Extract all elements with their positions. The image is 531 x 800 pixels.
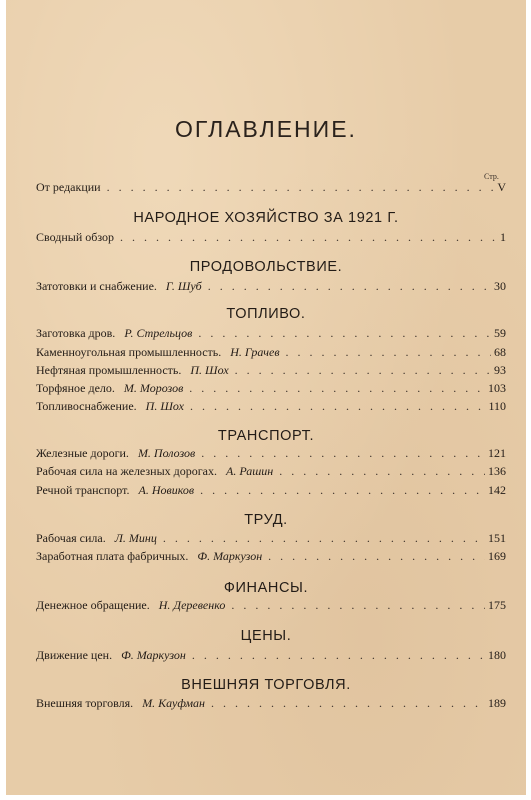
toc-entry-front (36, 180, 506, 198)
entry-author: П. Шох (190, 363, 229, 377)
entry-title: Заработная плата фабричных. (36, 549, 189, 563)
leader-dots (201, 446, 485, 461)
entry-page-number: 180 (488, 648, 506, 662)
section-heading: ЦЕНЫ. (240, 628, 292, 644)
toc-entry (36, 230, 506, 248)
entry-page-number: 1 (500, 230, 506, 244)
entry-page-number: 110 (488, 399, 506, 413)
entry-page-number: 151 (488, 531, 506, 545)
entry-page-number: 30 (494, 279, 506, 293)
leader-dots (231, 598, 485, 613)
toc-entry (36, 399, 506, 417)
entry-author: А. Новиков (138, 483, 195, 497)
section-heading: ПРОДОВОЛЬСТВИЕ. (189, 259, 343, 275)
entry-author: Н. Деревенко (158, 598, 226, 612)
leader-dots (235, 363, 491, 378)
leader-dots (200, 483, 485, 498)
entry-author: Ф. Маркузон (197, 549, 263, 563)
entry-title: Торфяное дело. (36, 381, 115, 395)
entry-page-number: 103 (488, 381, 506, 395)
leader-dots (198, 326, 491, 341)
entry-title: От редакции (36, 180, 101, 194)
entry-author: А. Рашин (225, 464, 274, 478)
entry-title: Движение цен. (36, 648, 113, 662)
toc-entry (36, 696, 506, 714)
toc-entry (36, 345, 506, 363)
entry-page-number: 93 (494, 363, 506, 377)
page-column-label: Стр. (484, 172, 499, 181)
section-heading: ТРУД. (244, 512, 288, 528)
toc-entry (36, 363, 506, 381)
leader-dots (279, 464, 485, 479)
entry-author: П. Шох (145, 399, 184, 413)
entry-page-number: 169 (488, 549, 506, 563)
leader-dots (107, 180, 495, 195)
entry-page-number: 175 (488, 598, 506, 612)
leader-dots (189, 381, 485, 396)
entry-title: Речной транспорт. (36, 483, 130, 497)
leader-dots (208, 279, 491, 294)
section-heading: ТРАНСПОРТ. (217, 428, 315, 444)
entry-page-number: 121 (488, 446, 506, 460)
leader-dots (190, 399, 486, 414)
entry-title: Денежное обращение. (36, 598, 150, 612)
leader-dots (211, 696, 485, 711)
toc-entry (36, 483, 506, 501)
entry-page-number: 59 (494, 326, 506, 340)
toc-entry (36, 326, 506, 344)
leader-dots (120, 230, 497, 245)
entry-author: М. Полозов (137, 446, 196, 460)
entry-author: Ф. Маркузон (121, 648, 186, 662)
toc-entry (36, 464, 506, 482)
entry-author: Л. Минц (114, 531, 157, 545)
entry-author: Н. Грачев (230, 345, 280, 359)
entry-page-number: V (497, 180, 506, 194)
section-heading: ТОПЛИВО. (226, 306, 306, 322)
page-title: ОГЛАВЛЕНИЕ. (175, 116, 357, 142)
toc-entry (36, 531, 506, 549)
entry-title: Железные дороги. (36, 446, 129, 460)
entry-title: Внешняя торговля. (36, 696, 134, 710)
entry-title: Затотовки и снабжение. (36, 279, 157, 293)
entry-page-number: 189 (488, 696, 506, 710)
entry-page-number: 142 (488, 483, 506, 497)
leader-dots (192, 648, 485, 663)
entry-title: Топливоснабжение. (36, 399, 137, 413)
toc-entry (36, 549, 506, 567)
toc-entry (36, 381, 506, 399)
entry-author: М. Кауфман (142, 696, 205, 710)
leader-dots (286, 345, 491, 360)
document-page (6, 0, 526, 795)
section-heading: НАРОДНОЕ ХОЗЯЙСТВО ЗА 1921 Г. (133, 210, 399, 226)
leader-dots (268, 549, 485, 564)
entry-title: Рабочая сила на железных дорогах. (36, 464, 217, 478)
section-heading: ФИНАНСЫ. (223, 580, 309, 596)
entry-page-number: 136 (488, 464, 506, 478)
entry-author: М. Морозов (123, 381, 184, 395)
entry-title: Каменноугольная промышленность. (36, 345, 222, 359)
toc-entry (36, 648, 506, 666)
toc-entry (36, 446, 506, 464)
entry-title: Нефтяная промышленность. (36, 363, 182, 377)
entry-author: Г. Шуб (165, 279, 202, 293)
toc-entry (36, 598, 506, 616)
leader-dots (163, 531, 485, 546)
entry-page-number: 68 (494, 345, 506, 359)
entry-title: Рабочая сила. (36, 531, 106, 545)
entry-title: Заготовка дров. (36, 326, 116, 340)
section-heading: ВНЕШНЯЯ ТОРГОВЛЯ. (181, 677, 351, 693)
entry-author: Р. Стрельцов (124, 326, 193, 340)
entry-title: Сводный обзор (36, 230, 115, 244)
toc-entry (36, 279, 506, 297)
